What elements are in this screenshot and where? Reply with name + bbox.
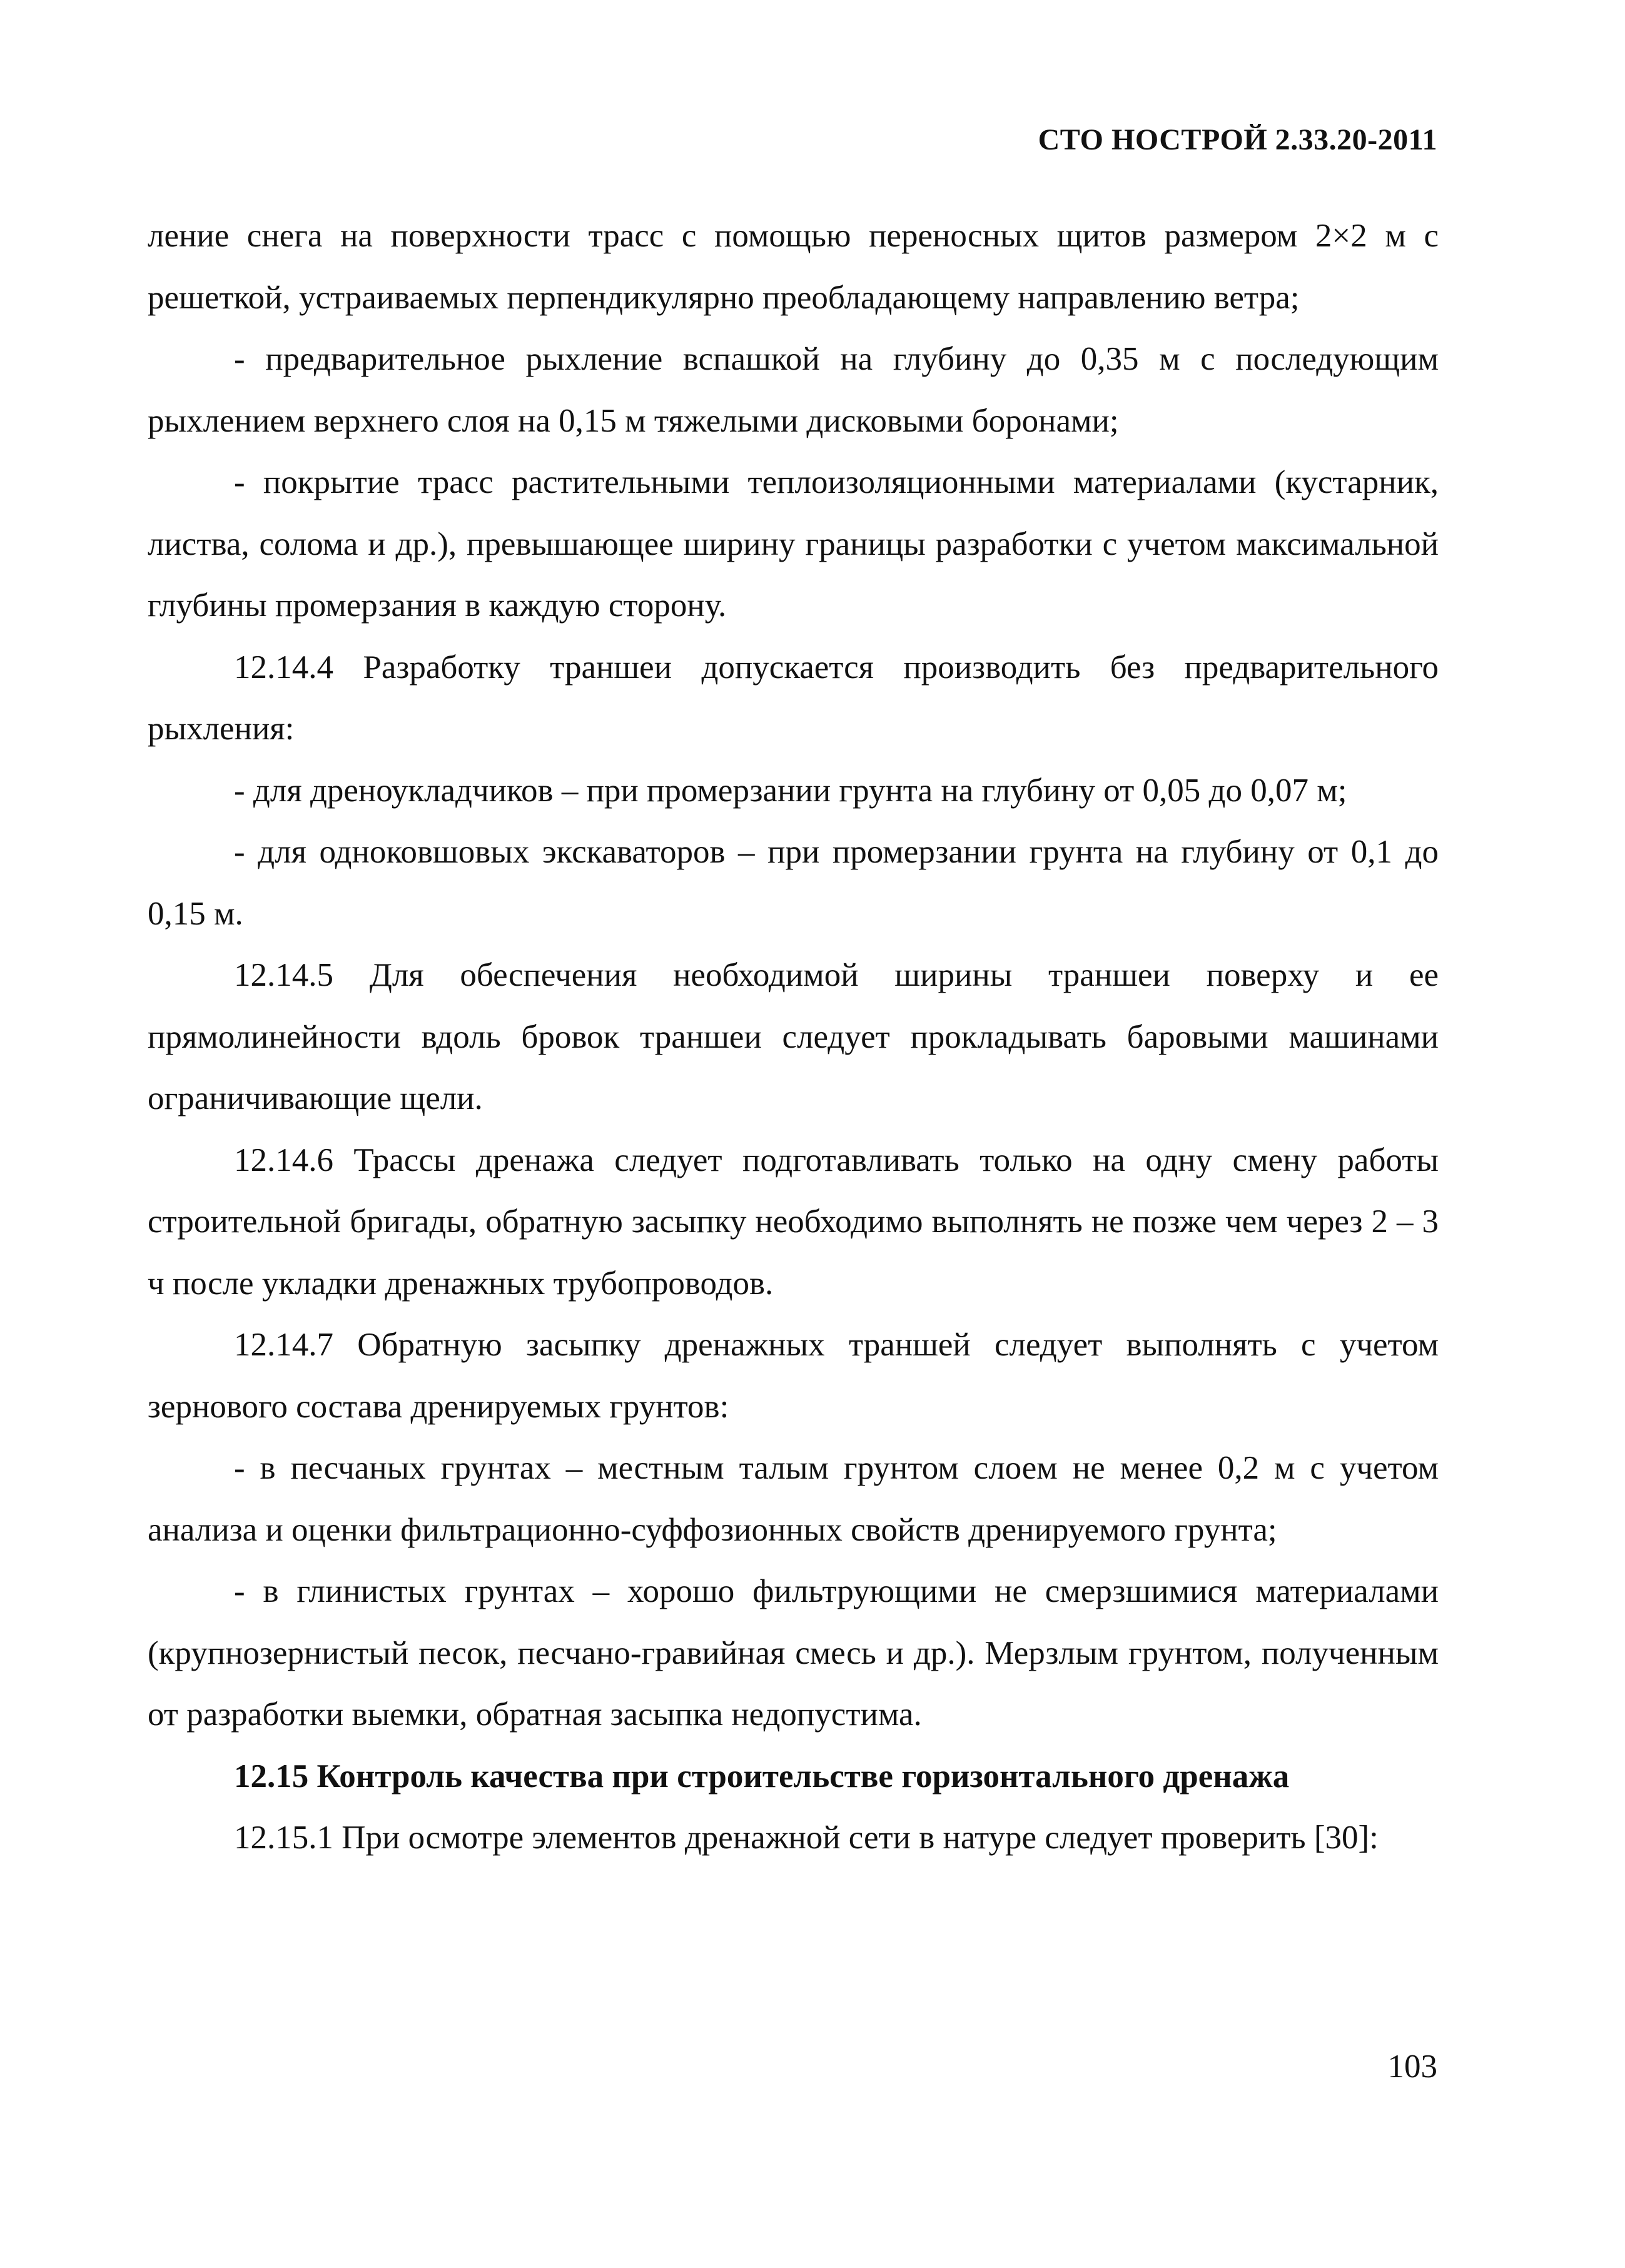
list-item-drain-layers: - для дреноукладчиков – при промерзании грунта на глубину от 0,05 до 0,07 м; [234, 772, 1347, 809]
clause-12-14-7: 12.14.7 Обратную засыпку дренажных траншей следует выполнять с учетом зернового состава дренируемых грунтов: [148, 1327, 1439, 1425]
list-item-sandy-soils: - в песчаных грунтах – местным талым грунтом слоем не менее 0,2 м с учетом анализа и оценки фильтрационно-суффозионных свойств дренируемого грунта; [148, 1450, 1439, 1548]
list-item-clay-soils: - в глинистых грунтах – хорошо фильтрующими не смерзшимися материалами (крупнозернистый песок, песчано-гравийная смесь и др.). Мерзлым грунтом, полученным от разработки выемки, обратная засыпка недопустима. [148, 1573, 1439, 1733]
clause-12-14-6: 12.14.6 Трассы дренажа следует подготавливать только на одну смену работы строительной бригады, обратную засыпку необходимо выполнять не позже чем через 2 – 3 ч после укладки дренажных трубопроводов. [148, 1142, 1439, 1302]
clause-12-14-5: 12.14.5 Для обеспечения необходимой ширины траншеи поверху и ее прямолинейности вдоль бровок траншеи следует прокладывать баровыми машинами ограничивающие щели. [148, 957, 1439, 1116]
paragraph-snow-shields: ление снега на поверхности трасс с помощью переносных щитов размером 2×2 м с решеткой, устраиваемых перпендикулярно преобладающему направлению ветра; [148, 218, 1439, 316]
document-body [148, 205, 1439, 1869]
list-item-single-bucket-excavators: - для одноковшовых экскаваторов – при промерзании грунта на глубину от 0,1 до 0,15 м. [148, 834, 1439, 932]
list-item-preliminary-loosening: - предварительное рыхление вспашкой на глубину до 0,35 м с последующим рыхлением верхнего слоя на 0,15 м тяжелыми дисковыми боронами; [148, 341, 1439, 439]
page-number: 103 [1387, 2048, 1437, 2085]
section-heading-12-15: 12.15 Контроль качества при строительстве горизонтального дренажа [234, 1758, 1290, 1795]
document-code-header: СТО НОСТРОЙ 2.33.20-2011 [1038, 123, 1437, 156]
list-item-insulating-cover: - покрытие трасс растительными теплоизоляционными материалами (кустарник, листва, солома и др.), превышающее ширину границы разработки с учетом максимальной глубины промерзания в каждую сторону. [148, 464, 1439, 624]
clause-12-15-1: 12.15.1 При осмотре элементов дренажной сети в натуре следует проверить [30]: [234, 1820, 1379, 1856]
clause-12-14-4: 12.14.4 Разработку траншеи допускается производить без предварительного рыхления: [148, 649, 1439, 747]
